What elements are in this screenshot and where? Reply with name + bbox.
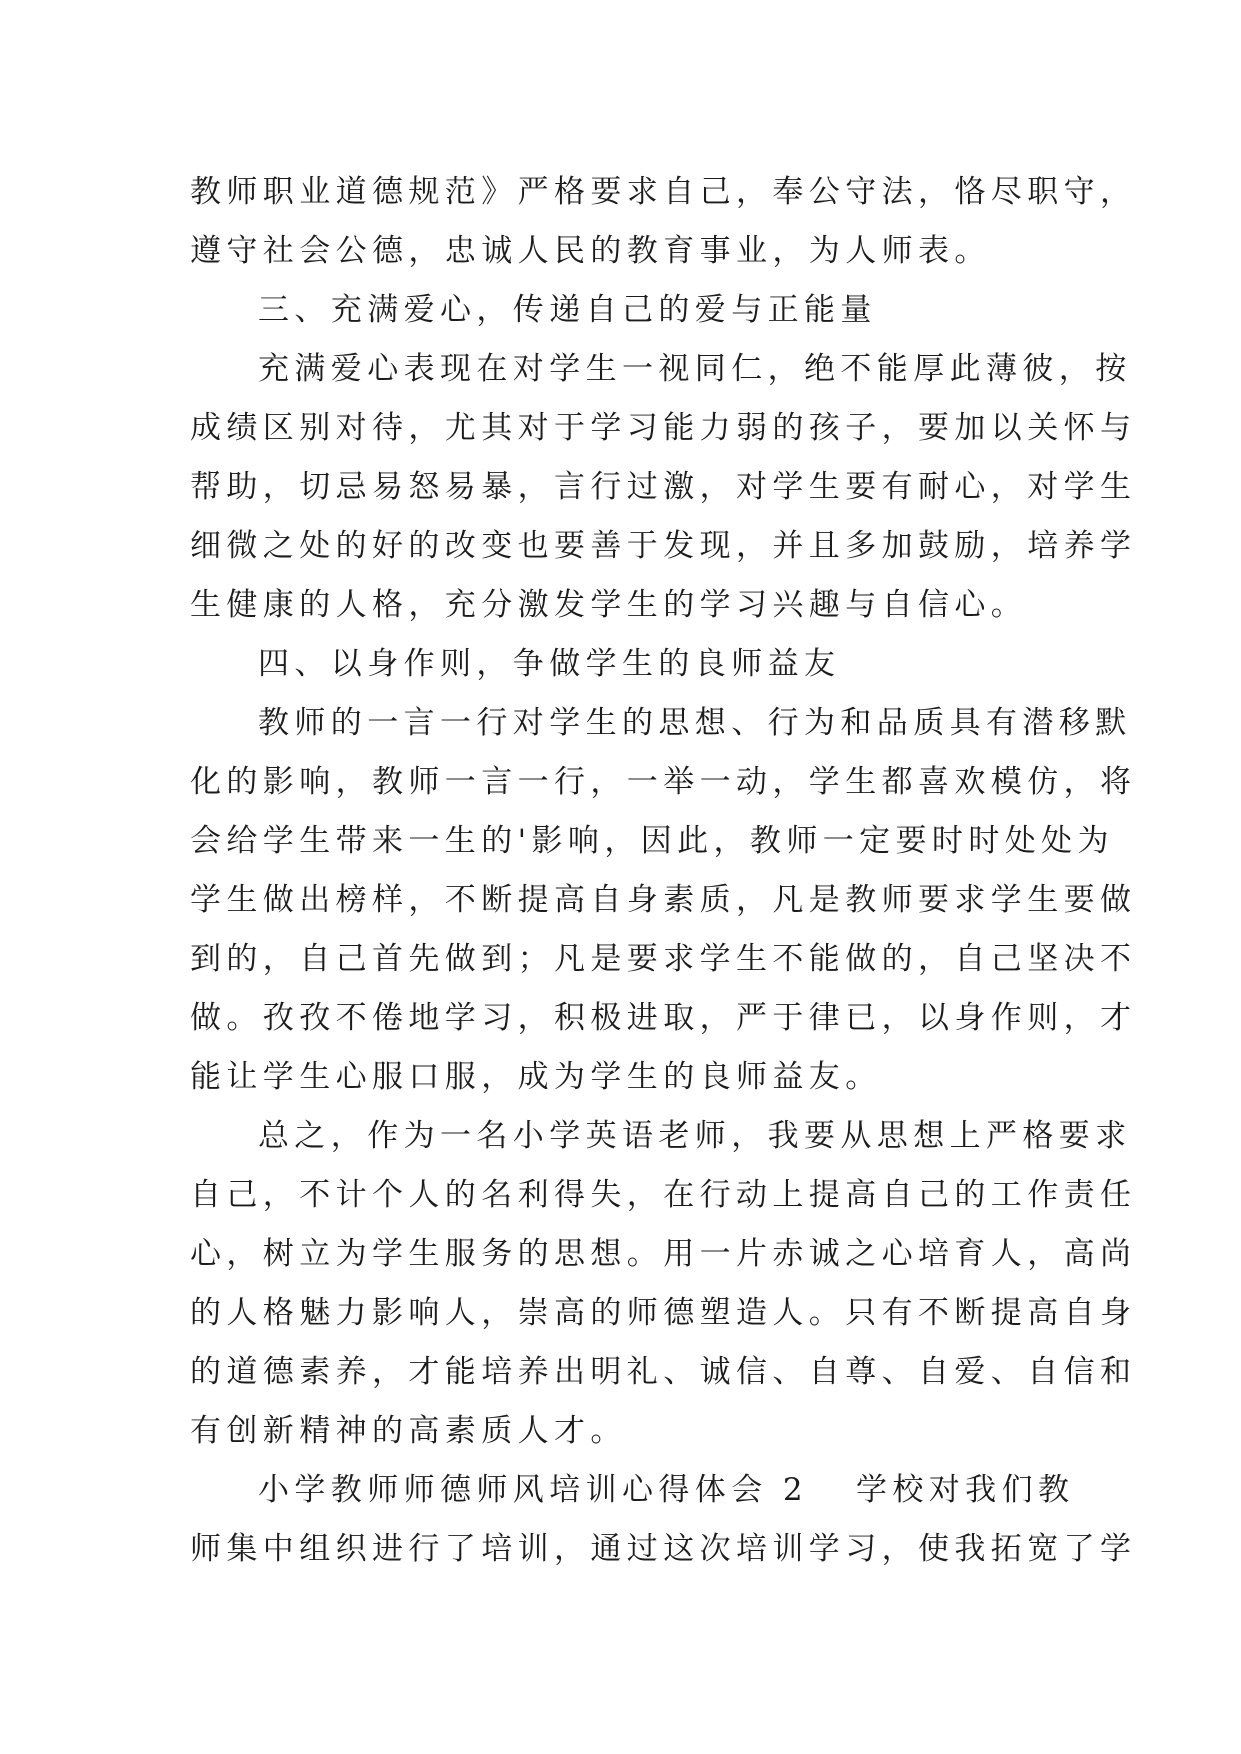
text-line: 帮助，切忌易怒易暴，言行过激，对学生要有耐心，对学生 [190,469,1137,505]
document-body [190,163,1137,1579]
text-line: 生健康的人格，充分激发学生的学习兴趣与自信心。 [190,587,1028,623]
text-line: 细微之处的好的改变也要善于发现，并且多加鼓励，培养学 [190,528,1137,564]
text-line: 的道德素养，才能培养出明礼、诚信、自尊、自爱、自信和 [190,1354,1137,1390]
text-line: 遵守社会公德，忠诚人民的教育事业，为人师表。 [190,233,991,269]
text-line: 的人格魅力影响人，崇高的师德塑造人。只有不断提高自身 [190,1295,1137,1331]
text-line: 化的影响，教师一言一行，一举一动，学生都喜欢模仿，将 [190,764,1137,800]
text-line: 总之，作为一名小学英语老师，我要从思想上严格要求 [258,1118,1132,1154]
text-line: 教师职业道德规范》严格要求自己，奉公守法，恪尽职守， [190,174,1137,210]
section-heading-three: 三、充满爱心，传递自己的爱与正能量 [258,292,877,328]
text-line: 教师的一言一行对学生的思想、行为和品质具有潜移默 [258,705,1132,741]
text-line: 做。孜孜不倦地学习，积极进取，严于律已，以身作则，才 [190,1000,1137,1036]
text-line: 学生做出榜样，不断提高自身素质，凡是教师要求学生要做 [190,882,1137,918]
text-line: 到的，自己首先做到；凡是要求学生不能做的，自己坚决不 [190,941,1137,977]
section-heading-four: 四、以身作则，争做学生的良师益友 [258,646,841,682]
text-line: 有创新精神的高素质人才。 [190,1413,627,1449]
section-heading-line [190,1461,1075,1520]
section-heading: 小学教师师德师风培训心得体会 2 [258,1472,808,1508]
text-line: 成绩区别对待，尤其对于学习能力弱的孩子，要加以关怀与 [190,410,1137,446]
text-line: 自己，不计个人的名利得失，在行动上提高自己的工作责任 [190,1177,1137,1213]
section-heading-continuation: 学校对我们教 [855,1472,1075,1508]
text-line: 充满爱心表现在对学生一视同仁，绝不能厚此薄彼，按 [258,351,1132,387]
text-line: 心，树立为学生服务的思想。用一片赤诚之心培育人，高尚 [190,1236,1137,1272]
text-line: 师集中组织进行了培训，通过这次培训学习，使我拓宽了学 [190,1531,1137,1567]
text-line: 能让学生心服口服，成为学生的良师益友。 [190,1059,882,1095]
text-line: 会给学生带来一生的'影响，因此，教师一定要时时处处为 [190,823,1114,859]
